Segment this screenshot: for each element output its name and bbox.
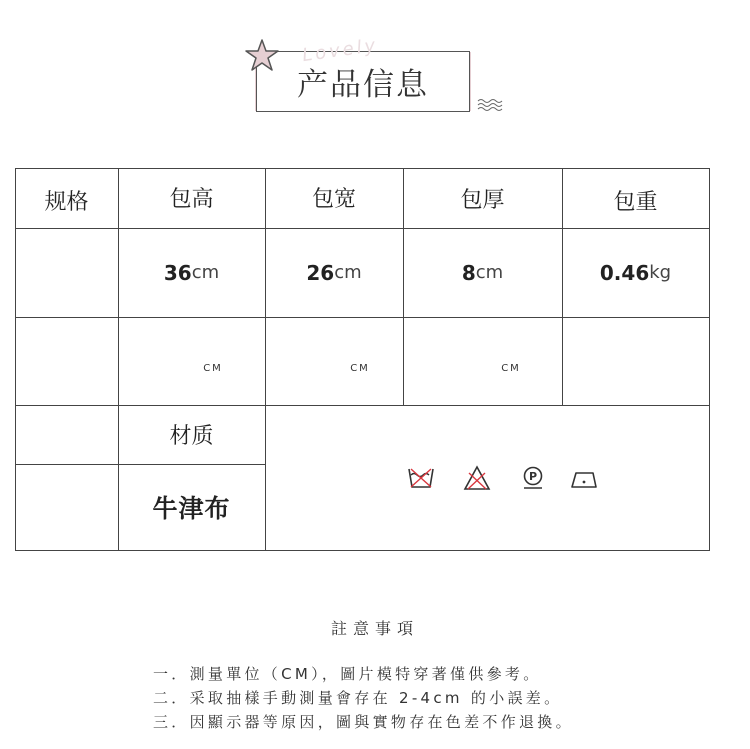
value-weight: 0.46 kg <box>599 260 672 285</box>
spec-table <box>15 168 710 551</box>
star-icon <box>244 38 280 74</box>
no-wash-icon <box>407 465 435 491</box>
waves-icon <box>476 97 504 113</box>
title-badge <box>244 34 504 130</box>
low-iron-icon <box>569 465 599 491</box>
header-weight: 包重 <box>613 189 658 215</box>
cm-label: CM <box>501 362 521 374</box>
header-height: 包高 <box>169 186 214 212</box>
note-item: 一．測量單位（CM），圖片模特穿著僅供參考。 <box>153 665 542 683</box>
dry-clean-p-icon <box>521 465 545 491</box>
svg-text:P: P <box>528 470 538 483</box>
value-height: 36 cm <box>163 260 220 285</box>
cm-label: CM <box>203 362 223 374</box>
care-icons <box>266 465 710 495</box>
note-item: 二．采取抽樣手動測量會存在 2-4cm 的小誤差。 <box>153 689 563 707</box>
header-width: 包宽 <box>311 186 356 212</box>
page-title: 产品信息 <box>297 67 429 103</box>
note-item: 三．因顯示器等原因，圖與實物存在色差不作退換。 <box>153 713 574 731</box>
notes-title: 註意事項 <box>330 619 419 638</box>
value-width: 26 cm <box>306 260 362 285</box>
value-thickness: 8 cm <box>461 260 504 285</box>
material-value: 牛津布 <box>152 494 231 523</box>
header-spec: 规格 <box>44 189 89 215</box>
header-thickness: 包厚 <box>460 187 505 213</box>
cm-label: CM <box>350 362 370 374</box>
badge-decoration-text: Lovely <box>300 34 380 67</box>
material-label: 材质 <box>169 424 214 449</box>
no-bleach-icon <box>463 465 491 491</box>
